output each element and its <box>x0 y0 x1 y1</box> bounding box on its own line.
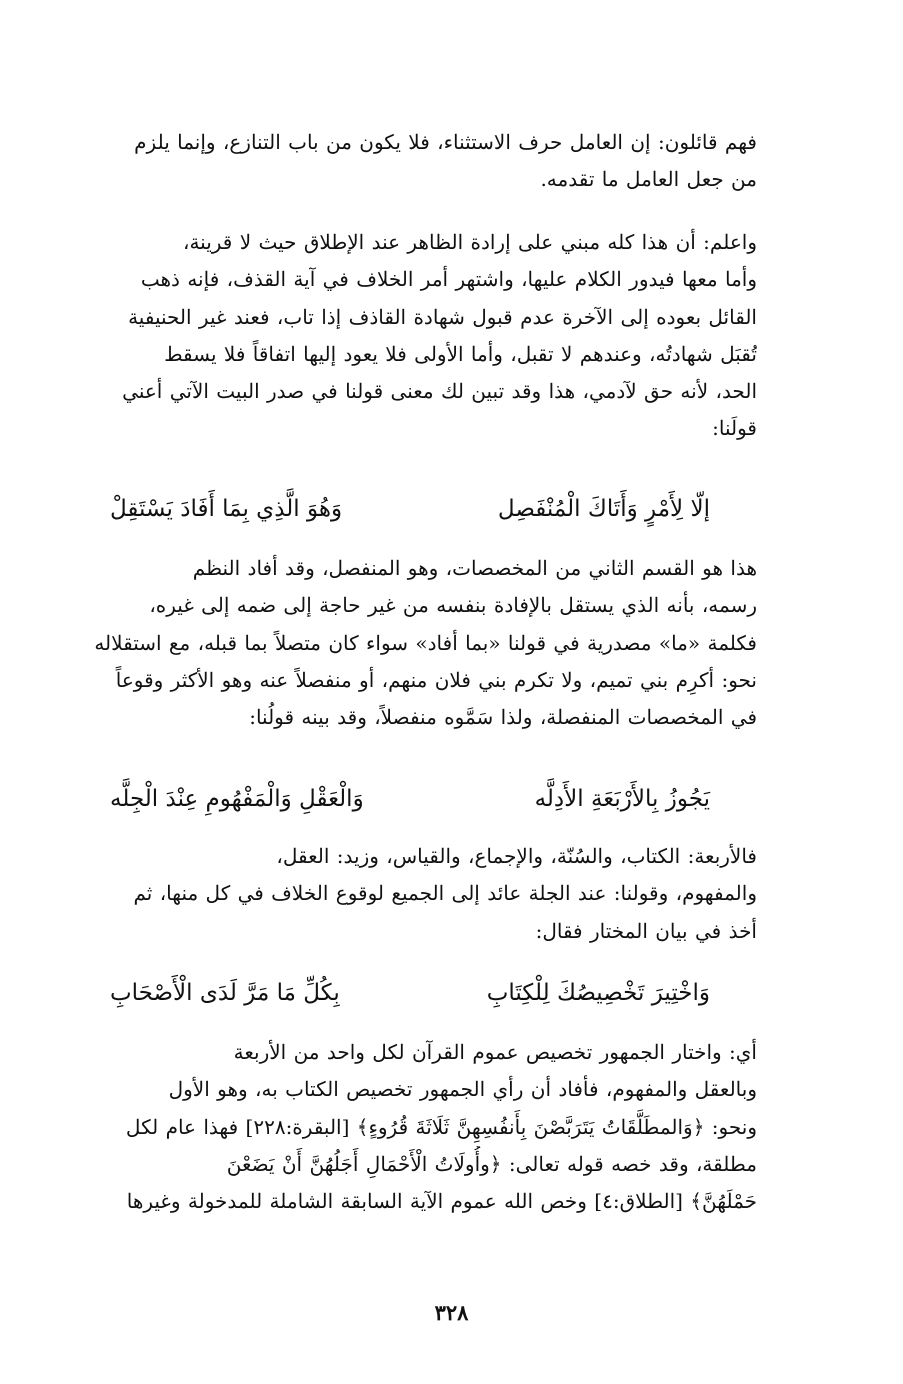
text-line: رسمه، بأنه الذي يستقل بالإفادة بنفسه من غير حاجة إلى ضمه إلى غيره، <box>149 593 757 618</box>
text-line: أخذ في بيان المختار فقال: <box>535 918 757 943</box>
text-line: قولَنا: <box>712 416 757 441</box>
text-line: فكلمة «ما» مصدرية في قولنا «بما أفاد» سواء كان متصلاً بما قبله، مع استقلاله <box>94 630 757 655</box>
text-line: في المخصصات المنفصلة، ولذا سَمَّوه منفصلاً، وقد بينه قولُنا: <box>249 705 757 730</box>
verse-first-hemistich: وَاخْتِيرَ تَخْصِيصُكَ لِلْكِتَابِ <box>486 980 710 1006</box>
paragraph-4 <box>62 838 757 950</box>
text-line: تُقبَل شهادتُه، وعندهم لا تقبل، وأما الأولى فلا يعود إليها اتفاقاً فلا يسقط <box>164 341 757 366</box>
text-line: ونحو: ﴿وَالمطَلَّقَاتُ يَتَرَبَّصْنَ بِأَنفُسِهِنَّ ثَلَاثَةَ قُرُوءٍ﴾ [البقرة:٢٢٨] فهذا عام لكل <box>125 1114 757 1139</box>
text-line: هذا هو القسم الثاني من المخصصات، وهو المنفصل، وقد أفاد النظم <box>192 556 757 580</box>
verse-first-hemistich: يَجُوزُ بِالأَرْبَعَةِ الأَدِلَّه <box>534 786 710 812</box>
text-line: من جعل العامل ما تقدمه. <box>540 167 757 192</box>
page-number: ٣٢٨ <box>434 1300 469 1325</box>
verse-second-hemistich: بِكُلِّ مَا مَرَّ لَدَى الْأَصْحَابِ <box>110 980 340 1006</box>
text-line: واعلم: أن هذا كله مبني على إرادة الظاهر عند الإطلاق حيث لا قرينة، <box>182 230 757 254</box>
text-line: الحد، لأنه حق لآدمي، هذا وقد تبين لك معنى قولنا في صدر البيت الآتي أعني <box>122 379 757 404</box>
paragraph-3 <box>62 550 757 736</box>
verse-2 <box>110 782 710 826</box>
text-line: فالأربعة: الكتاب، والسُنّة، والإجماع، والقياس، وزيد: العقل، <box>276 844 757 868</box>
text-line: فهم قائلون: إن العامل حرف الاستثناء، فلا يكون من باب التنازع، وإنما يلزم <box>134 130 757 154</box>
paragraph-5 <box>62 1034 757 1220</box>
paragraph-2 <box>62 224 757 448</box>
text-line: وبالعقل والمفهوم، فأفاد أن رأي الجمهور تخصيص الكتاب به، وهو الأول <box>168 1077 757 1102</box>
text-line: نحو: أكرِم بني تميم، ولا تكرم بني فلان منهم، أو منفصلاً عنه وهو الأكثر وقوعاً <box>115 667 757 692</box>
verse-first-hemistich: إلّا لِأَمْرٍ وَأَتَاكَ الْمُنْفَصِل <box>497 496 710 522</box>
text-line: وأما معها فيدور الكلام عليها، واشتهر أمر الخلاف في آية القذف، فإنه ذهب <box>140 267 757 292</box>
paragraph-1 <box>62 124 757 199</box>
verse-second-hemistich: وَالْعَقْلِ وَالْمَفْهُومِ عِنْدَ الْجِلَّه <box>110 786 364 812</box>
verse-3 <box>110 976 710 1020</box>
text-line: حَمْلَهُنَّ﴾ [الطلاق:٤] وخص الله عموم الآية السابقة الشاملة للمدخولة وغيرها <box>126 1189 757 1214</box>
verse-second-hemistich: وَهُوَ الَّذِي بِمَا أَفَادَ يَسْتَقِلْ <box>110 496 343 522</box>
text-line: مطلقة، وقد خصه قوله تعالى: ﴿وأُولَاتُ الْأَحْمَالِ أَجَلُهُنَّ أَنْ يَضَعْنَ <box>226 1151 757 1176</box>
text-line: أي: واختار الجمهور تخصيص عموم القرآن لكل واحد من الأربعة <box>233 1040 757 1064</box>
text-line: والمفهوم، وقولنا: عند الجلة عائد إلى الجميع لوقوع الخلاف في كل منها، ثم <box>133 881 757 906</box>
text-line: القائل بعوده إلى الآخرة عدم قبول شهادة القاذف إذا تاب، فعند غير الحنيفية <box>128 304 757 329</box>
verse-1 <box>110 492 710 536</box>
